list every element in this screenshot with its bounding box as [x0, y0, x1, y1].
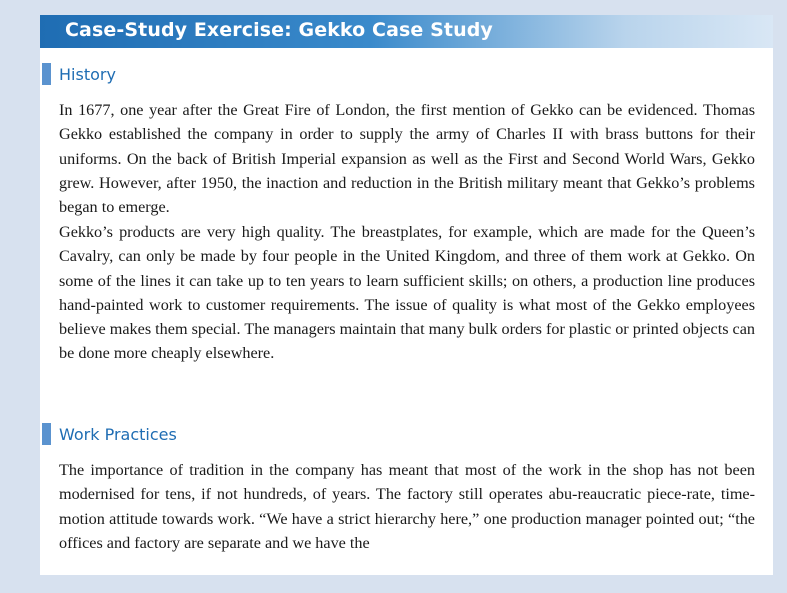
case-study-panel [40, 15, 773, 575]
work-practices-paragraph-1: The importance of tradition in the company has meant that most of the work in the shop has not been modernised for tens, if not hundreds, of years. The factory still operates abu-reaucratic piece-rate, time-motion attitude towards work. “We have a strict hierarchy here,” one production manager pointed out; “the offices and factory are separate and we have the [59, 461, 755, 552]
heading-accent-bar [42, 423, 51, 445]
heading-accent-bar [42, 63, 51, 85]
section-heading-history [42, 63, 116, 85]
section-heading-label: History [59, 64, 116, 84]
section-heading-work-practices [42, 423, 177, 445]
history-paragraph-1: In 1677, one year after the Great Fire of London, the first mention of Gekko can be evidenced. Thomas Gekko established the company in order to supply the army of Charles II with brass buttons for their uniforms. On the back of British Imperial expansion as well as the First and Second World Wars, Gekko grew. However, after 1950, the inaction and reduction in the British military meant that Gekko’s problems began to emerge. [59, 101, 755, 217]
page-title: Case-Study Exercise: Gekko Case Study [65, 19, 493, 41]
history-paragraph-2: Gekko’s products are very high quality. The breastplates, for example, which are made for the Queen’s Cavalry, can only be made by four people in the United Kingdom, and three of them work at Gekko. On some of the lines it can take up to ten years to learn sufficient skills; on others, a production line produces hand-painted work to customer requirements. The issue of quality is what most of the Gekko employees believe makes them special. The managers maintain that many bulk orders for plastic or printed objects can be done more cheaply elsewhere. [59, 223, 755, 363]
title-bar [40, 15, 773, 48]
section-heading-label: Work Practices [59, 424, 177, 444]
